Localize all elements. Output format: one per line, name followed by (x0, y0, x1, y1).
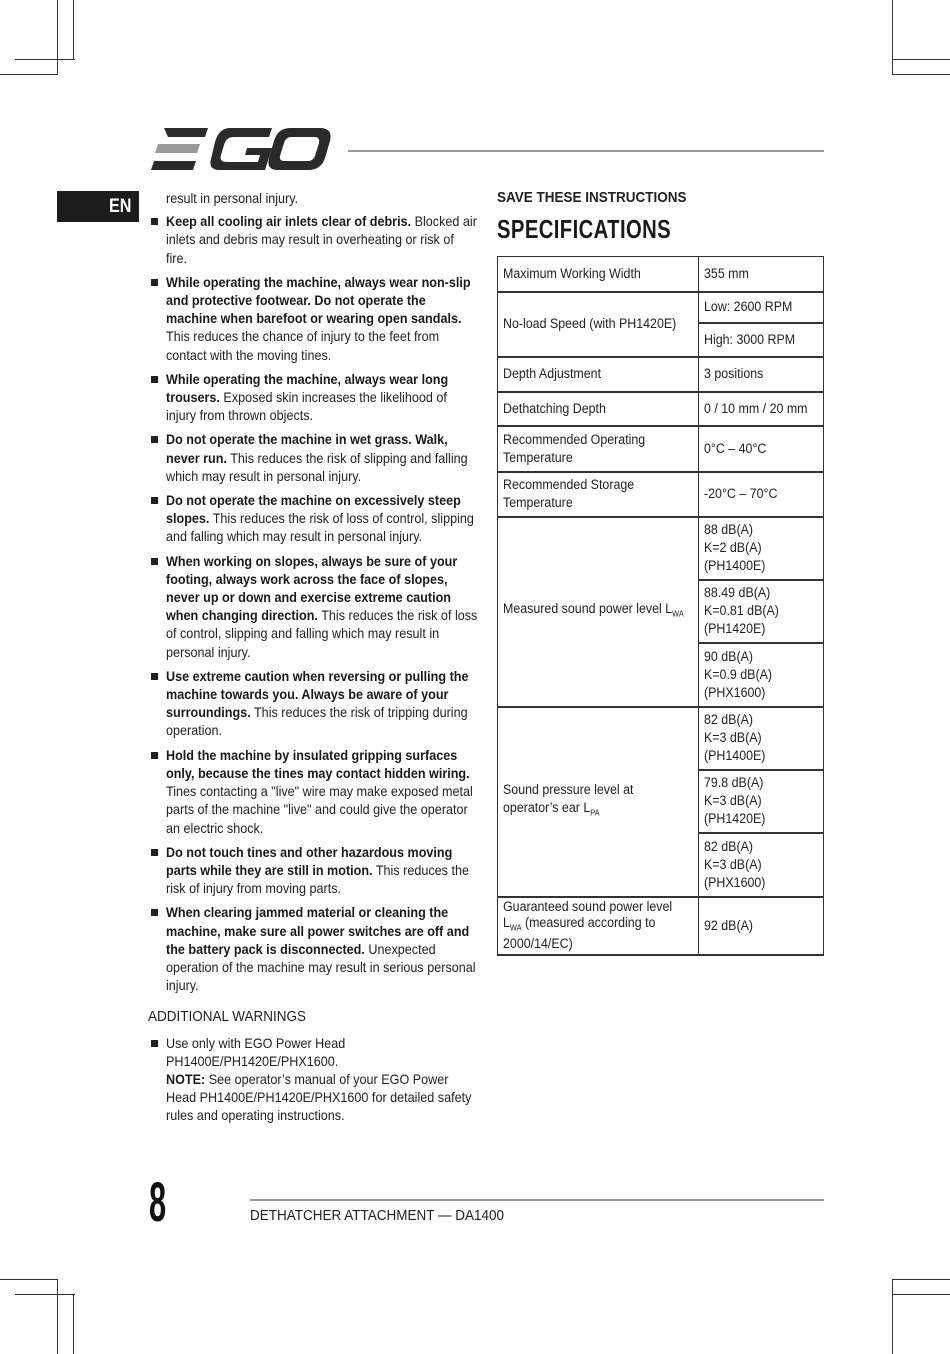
spec-label: No-load Speed (with PH1420E) (498, 292, 699, 357)
bullet-square-icon (151, 279, 158, 286)
list-item: Hold the machine by insulated gripping surfaces only, because the tines may contact hidden wiring. Tines contacting a "live" wire may make exposed metal parts of the machine "live" and could give the operator an electric shock. (148, 746, 478, 837)
spec-value: 355 mm (699, 257, 824, 292)
spec-value: 82 dB(A) K=3 dB(A) (PH1400E) (699, 707, 824, 770)
spec-label: Dethatching Depth (498, 392, 699, 426)
crop-mark (0, 74, 58, 75)
spec-label: Recommended Storage Temperature (498, 472, 699, 517)
spec-value: 90 dB(A) K=0.9 dB(A) (PHX1600) (699, 643, 824, 707)
bullet-square-icon (151, 376, 158, 383)
list-item: While operating the machine, always wear long trousers. Exposed skin increases the likelihood of injury from thrown objects. (148, 370, 478, 425)
language-tab: EN (57, 191, 139, 222)
bullet-square-icon (151, 436, 158, 443)
bullet-square-icon (151, 752, 158, 759)
ego-logo (150, 128, 332, 172)
crop-mark (892, 1294, 950, 1295)
list-item: When clearing jammed material or cleaning the machine, make sure all power switches are off and the battery pack is disconnected. Unexpected operation of the machine may result in serious personal injury. (148, 903, 478, 994)
table-row (498, 472, 824, 517)
list-item: Keep all cooling air inlets clear of debris. Blocked air inlets and debris may result in overheating or risk of fire. (148, 212, 478, 267)
list-item: Do not operate the machine in wet grass. Walk, never run. This reduces the risk of slipping and falling which may result in personal injury. (148, 430, 478, 485)
spec-value: 88.49 dB(A) K=0.81 dB(A) (PH1420E) (699, 580, 824, 643)
table-row (498, 426, 824, 472)
crop-mark (57, 0, 58, 75)
bullet-square-icon (151, 558, 158, 565)
page-number: 8 (149, 1170, 167, 1233)
bullet-square-icon (151, 1040, 158, 1047)
list-item: Use only with EGO Power Head PH1400E/PH1420E/PHX1600. NOTE: See operator’s manual of your EGO Power Head PH1400E/PH1420E/PHX1600 for detailed safety rules and operating instructions. (148, 1034, 478, 1125)
table-row (498, 257, 824, 292)
spec-value: 3 positions (699, 357, 824, 392)
list-item: When working on slopes, always be sure of your footing, always work across the face of slopes, never up or down and exercise extreme caution when changing direction. This reduces the risk of loss of control, slipping and falling which may result in personal injury. (148, 552, 478, 661)
spec-value: 79.8 dB(A) K=3 dB(A) (PH1420E) (699, 770, 824, 833)
crop-mark (15, 1294, 75, 1295)
bullet-square-icon (151, 849, 158, 856)
intro-text: result in personal injury. (166, 190, 299, 206)
spec-label: Maximum Working Width (498, 257, 699, 292)
bullet-square-icon (151, 673, 158, 680)
spec-value: 88 dB(A) K=2 dB(A) (PH1400E) (699, 517, 824, 580)
crop-mark (57, 1279, 58, 1354)
footer-title: DETHATCHER ATTACHMENT — DA1400 (250, 1207, 505, 1224)
left-column (148, 189, 478, 1131)
table-row (498, 517, 824, 580)
footer-rule (250, 1199, 824, 1201)
bullet-square-icon (151, 909, 158, 916)
crop-mark (892, 74, 950, 75)
crop-mark (73, 0, 74, 60)
crop-mark (892, 1279, 950, 1280)
spec-label: Guaranteed sound power level $L_{WA}$ (measured according to 2000/14/EC) (498, 897, 699, 955)
crop-mark (892, 1279, 893, 1354)
spec-label: Sound pressure level at operator’s ear $L_{PA}$ (498, 707, 699, 897)
table-row (498, 392, 824, 426)
spec-value: 82 dB(A) K=3 dB(A) (PHX1600) (699, 833, 824, 897)
spec-label: Recommended Operating Temperature (498, 426, 699, 472)
crop-mark (15, 59, 75, 60)
spec-value: 92 dB(A) (699, 897, 824, 955)
spec-value: 0°C – 40°C (699, 426, 824, 472)
list-item: Do not touch tines and other hazardous moving parts while they are still in motion. This reduces the risk of injury from moving parts. (148, 843, 478, 898)
crop-mark (73, 1294, 74, 1354)
table-row (498, 357, 824, 392)
bullet-square-icon (151, 218, 158, 225)
table-row (498, 897, 824, 955)
spec-label: Measured sound power level $L_{WA}$ (498, 517, 699, 707)
spec-value: 0 / 10 mm / 20 mm (699, 392, 824, 426)
header-rule (348, 150, 824, 152)
list-item: Use extreme caution when reversing or pulling the machine towards you. Always be aware of your surroundings. This reduces the risk of tripping during operation. (148, 667, 478, 740)
table-row (498, 707, 824, 770)
crop-mark (892, 59, 950, 60)
save-instructions-heading: SAVE THESE INSTRUCTIONS (497, 189, 687, 206)
spec-label: Depth Adjustment (498, 357, 699, 392)
list-item: Do not operate the machine on excessively steep slopes. This reduces the risk of loss of control, slipping and falling which may result in personal injury. (148, 491, 478, 546)
specifications-title: SPECIFICATIONS (497, 214, 672, 244)
spec-value: -20°C – 70°C (699, 472, 824, 517)
crop-mark (892, 0, 893, 75)
table-row (498, 292, 824, 323)
additional-warnings-heading: ADDITIONAL WARNINGS (148, 1008, 307, 1026)
bullet-square-icon (151, 497, 158, 504)
specifications-table (497, 256, 824, 956)
spec-value: Low: 2600 RPM (699, 292, 824, 323)
spec-value: High: 3000 RPM (699, 323, 824, 357)
list-item: While operating the machine, always wear non-slip and protective footwear. Do not operate the machine when barefoot or wearing open sandals. This reduces the chance of injury to the feet from contact with the moving tines. (148, 273, 478, 364)
crop-mark (0, 1279, 58, 1280)
